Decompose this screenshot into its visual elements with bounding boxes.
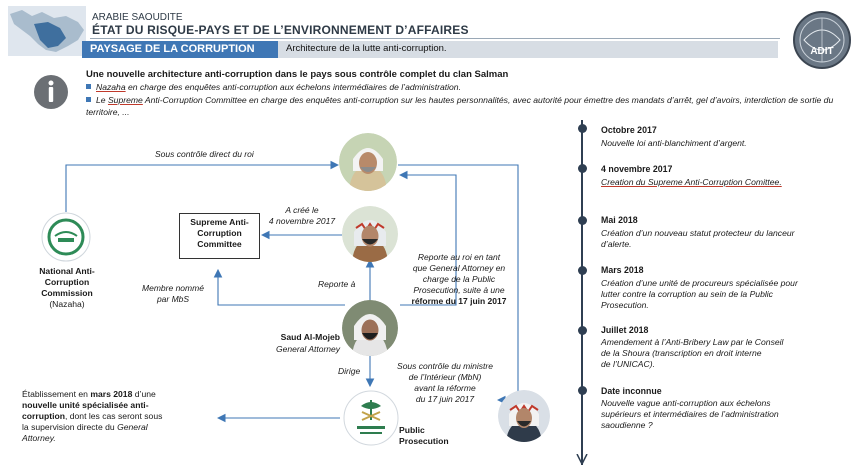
section-subtitle: Architecture de la lutte anti-corruption. — [286, 43, 447, 54]
label-member — [131, 283, 215, 305]
label-reports-king — [400, 252, 518, 307]
timeline-date: Mai 2018 — [601, 215, 638, 225]
timeline-dot — [578, 164, 587, 173]
timeline-line: Creation du Supreme Anti-Corruption Comittee. — [601, 177, 782, 187]
nazaha-line2: Corruption — [44, 277, 90, 287]
member-line2: par MbS — [156, 294, 190, 304]
saud-al-mojeb-portrait — [342, 300, 398, 356]
saud-name: Saud Al-Mojeb — [280, 332, 340, 342]
timeline-line: lutter contre la corruption au sein de la Public — [601, 289, 773, 299]
timeline-date: Juillet 2018 — [601, 325, 649, 335]
timeline-dot — [578, 386, 587, 395]
timeline-date: Octobre 2017 — [601, 125, 657, 135]
public-prosecution-label — [399, 425, 449, 447]
interior-line1: Sous contrôle du ministre — [397, 361, 493, 371]
timeline-line: Amendement à l’Anti-Bribery Law par le Conseil — [601, 337, 784, 347]
nazaha-label — [23, 266, 111, 310]
timeline-line: Nouvelle loi anti-blanchiment d’argent. — [601, 138, 747, 148]
pp-line2: Prosecution — [399, 436, 449, 446]
member-line1: Membre nommé — [142, 283, 204, 293]
note-italic: General — [117, 422, 148, 432]
note-text: la supervision directe du — [22, 422, 118, 432]
committee-line2: Corruption — [197, 228, 242, 238]
mbs-portrait — [342, 206, 398, 262]
bullet-text: en charge des enquêtes anti-corruption aux échelons intermédiaires de l’administration. — [125, 82, 461, 92]
reports-line3: charge de la Public — [422, 274, 496, 284]
public-prosecution-emblem — [343, 390, 399, 446]
page-title: ÉTAT DU RISQUE-PAYS ET DE L’ENVIRONNEMENT D’AFFAIRES — [92, 23, 469, 37]
reports-line1: Reporte au roi en tant — [417, 252, 501, 262]
timeline-line: d’alerte. — [601, 239, 632, 249]
timeline-dot — [578, 326, 587, 335]
committee-line1: Supreme Anti- — [190, 217, 249, 227]
interior-line2: de l’Intérieur (MbN) — [408, 372, 482, 382]
timeline-line: saoudienne ? — [601, 420, 653, 430]
king-salman-portrait — [339, 133, 397, 191]
note-text: , dont les cas seront sous — [64, 411, 163, 421]
label-interior-control — [395, 361, 495, 405]
timeline-text — [601, 177, 831, 188]
label-reports-to: Reporte à — [318, 279, 356, 289]
timeline-arrow-icon — [576, 454, 588, 465]
label-created — [256, 205, 348, 227]
country-label: ARABIE SAOUDITE — [92, 12, 183, 23]
intro-lead: Une nouvelle architecture anti-corruption dans le pays sous contrôle complet du clan Salman — [86, 69, 509, 80]
nazaha-line1: National Anti- — [39, 266, 95, 276]
label-dirige: Dirige — [338, 366, 361, 376]
timeline-date: Date inconnue — [601, 386, 662, 396]
timeline-line: Nouvelle vague anti-corruption aux échelons — [601, 398, 771, 408]
nazaha-emblem — [41, 212, 91, 262]
section-tag: PAYSAGE DE LA CORRUPTION — [82, 41, 278, 58]
label-created-date: 4 novembre 2017 — [268, 216, 336, 226]
note-line3 — [22, 411, 212, 422]
timeline-line: Création d’une unité de procureurs spécialisée pour — [601, 278, 798, 288]
bullet-prefix: Le — [96, 95, 108, 105]
supreme-committee-box — [179, 213, 260, 259]
note-line2: nouvelle unité spécialisée anti- — [22, 400, 149, 410]
timeline-dot — [578, 124, 587, 133]
bullet-term: Nazaha — [96, 82, 126, 92]
note-line5: Attorney. — [22, 433, 56, 443]
timeline-dot — [578, 266, 587, 275]
bullet-text: Anti-Corruption Committee en charge des enquêtes anti-corruption sur les hautes personnalités, avec autorité pour émettre des mandats d’arrêt, gel d’avoirs, interdiction de sortie du territoire, ... — [86, 95, 834, 117]
bullet-term: Supreme — [107, 95, 143, 105]
note-line4 — [22, 422, 212, 433]
mbn-portrait — [498, 390, 550, 442]
committee-line3: Committee — [197, 239, 242, 249]
timeline-text — [601, 228, 831, 250]
interior-line3: avant la réforme — [414, 383, 476, 393]
timeline-line: de l’UNICAC). — [601, 359, 655, 369]
timeline-dot — [578, 216, 587, 225]
note-text: Établissement en — [22, 389, 91, 399]
reports-line2: que General Attorney en — [412, 263, 506, 273]
saud-role: General Attorney — [276, 344, 340, 354]
note-text: d’une — [132, 389, 156, 399]
timeline-date: 4 novembre 2017 — [601, 164, 673, 174]
note-bold: mars 2018 — [90, 389, 133, 399]
pp-line1: Public — [399, 425, 425, 435]
label-created-line: A créé le — [285, 205, 319, 215]
reports-line5: réforme du 17 juin 2017 — [411, 296, 507, 306]
note-line1 — [22, 389, 212, 400]
interior-line4: du 17 juin 2017 — [415, 394, 475, 404]
timeline-line: Prosecution. — [601, 300, 649, 310]
timeline-line: de la Shoura (transcription en droit interne — [601, 348, 762, 358]
nazaha-line3: Commission — [41, 288, 93, 298]
timeline-line: supérieurs et intermédiaires de l’administration — [601, 409, 779, 419]
logo-text: ADIT — [810, 46, 834, 57]
nazaha-line4: (Nazaha) — [49, 299, 85, 309]
timeline-text — [601, 138, 831, 149]
reports-line4: Prosecution, suite à une — [413, 285, 505, 295]
timeline-text — [601, 337, 831, 370]
timeline-date: Mars 2018 — [601, 265, 644, 275]
label-king-control: Sous contrôle direct du roi — [155, 149, 254, 159]
timeline-line: Création d’un nouveau statut protecteur du lanceur — [601, 228, 795, 238]
timeline-text — [601, 398, 831, 431]
new-unit-note — [22, 389, 212, 444]
timeline-text — [601, 278, 831, 311]
note-bold: corruption — [22, 411, 65, 421]
